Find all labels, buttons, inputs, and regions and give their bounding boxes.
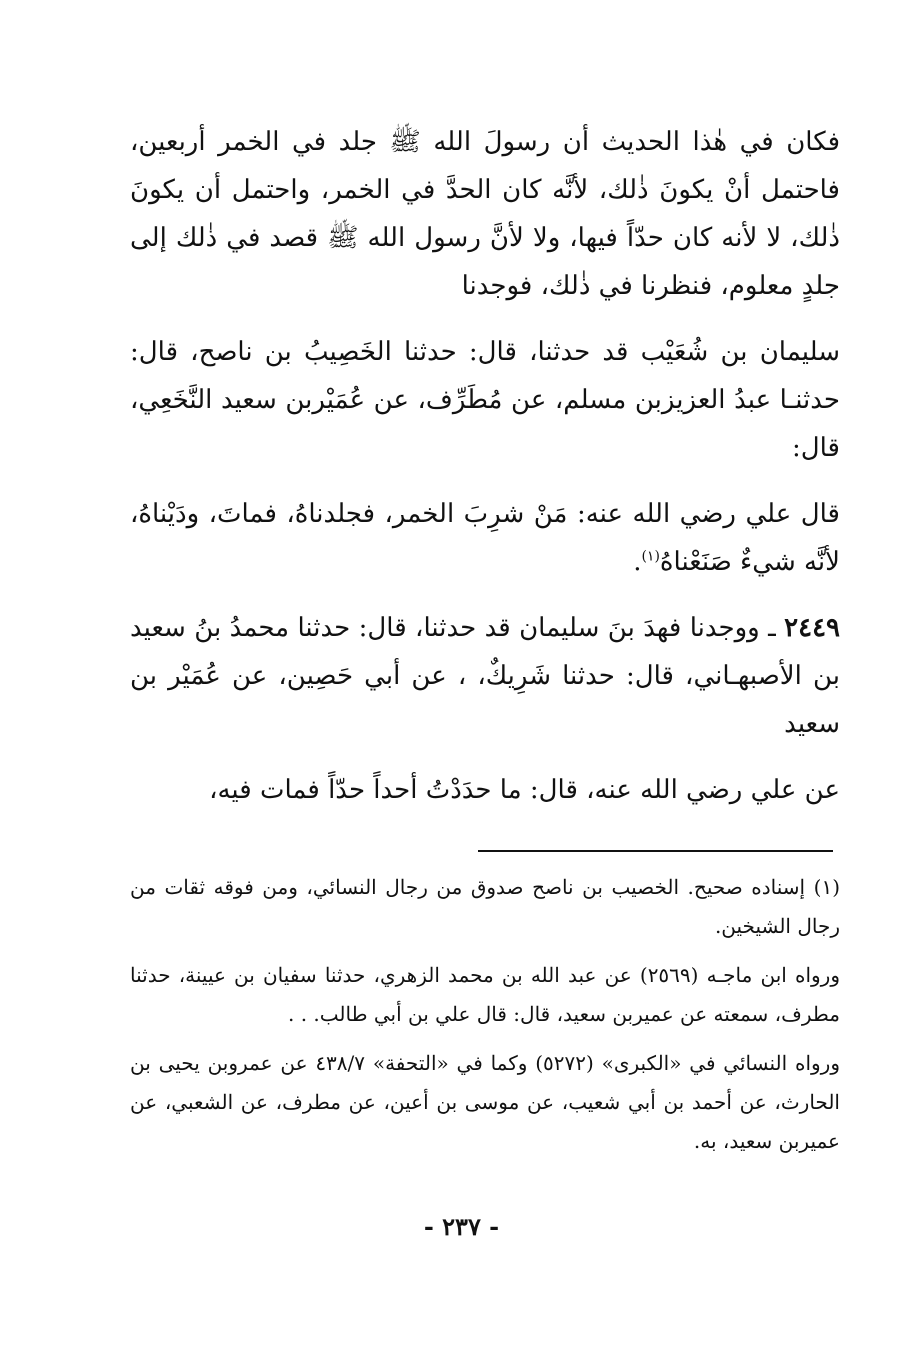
main-text [130,118,840,832]
page-number: - ٢٣٧ - [423,1212,500,1241]
footnote-2: ورواه ابن ماجـه (٢٥٦٩) عن عبد الله بن محمد الزهري، حدثنا سفيان بن عيينة، حدثنا مطرف، سمعته عن عميربن سعيد، قال: قال علي بن أبي طالب. . . [130,963,841,1026]
paragraph-4-text: ـ ووجدنا فهدَ بنَ سليمان قد حدثنا، قال: حدثنا محمدُ بنُ سعيد بن الأصبهـاني، قال: حدثنا شَرِيكٌ، ، عن أبي حَصِين، عن عُمَيْر بن سعيد [130,613,840,739]
paragraph-4 [130,604,840,748]
footnote-1: (١) إسناده صحيح. الخصيب بن ناصح صدوق من رجال النسائي، ومن فوقه ثقات من رجال الشيخين. [130,875,840,938]
footnotes [130,868,840,1171]
paragraph-1: فكان في هٰذا الحديث أن رسولَ الله ﷺ جلد في الخمر أربعين، فاحتمل أنْ يكونَ ذٰلك، لأنَّه كان الحدَّ في الخمر، واحتمل أن يكونَ ذٰلك، لا لأنه كان حدّاً فيها، ولا لأنَّ رسول الله ﷺ قصد في ذٰلك إلى جلدٍ معلوم، فنظرنا في ذٰلك، فوجدنا [130,127,840,301]
footnote-reference: (١) [641,548,660,565]
footnote-separator [478,850,833,852]
hadith-number: ٢٤٤٩ [784,613,841,643]
footnote-3: ورواه النسائي في «الكبرى» (٥٢٧٢) وكما في «التحفة» ٤٣٨/٧ عن عمروبن يحيى بن الحارث، عن أحمد بن أبي شعيب، عن موسى بن أعين، عن مطرف، عن الشعبي، عن عميربن سعيد، به. [130,1051,840,1153]
paragraph-3-text: قال علي رضي الله عنه: مَنْ شرِبَ الخمر، فجلدناهُ، فماتَ، ودَيْناهُ، لأنَّه شيءٌ صَنَعْناهُ [130,499,840,577]
paragraph-3: قال علي رضي الله عنه: مَنْ شرِبَ الخمر، فجلدناهُ، فماتَ، ودَيْناهُ، لأنَّه شيءٌ صَنَعْناهُ$^{(١)}$. [130,499,840,577]
paragraph-2: سليمان بن شُعَيْب قد حدثنا، قال: حدثنا الخَصِيبُ بن ناصح، قال: حدثنـا عبدُ العزيزبن مسلم، عن مُطَرِّف، عن عُمَيْربن سعيد النَّخَعِي، قال: [130,337,840,463]
paragraph-5: عن علي رضي الله عنه، قال: ما حدَدْتُ أحداً حدّاً فمات فيه، [209,775,840,805]
